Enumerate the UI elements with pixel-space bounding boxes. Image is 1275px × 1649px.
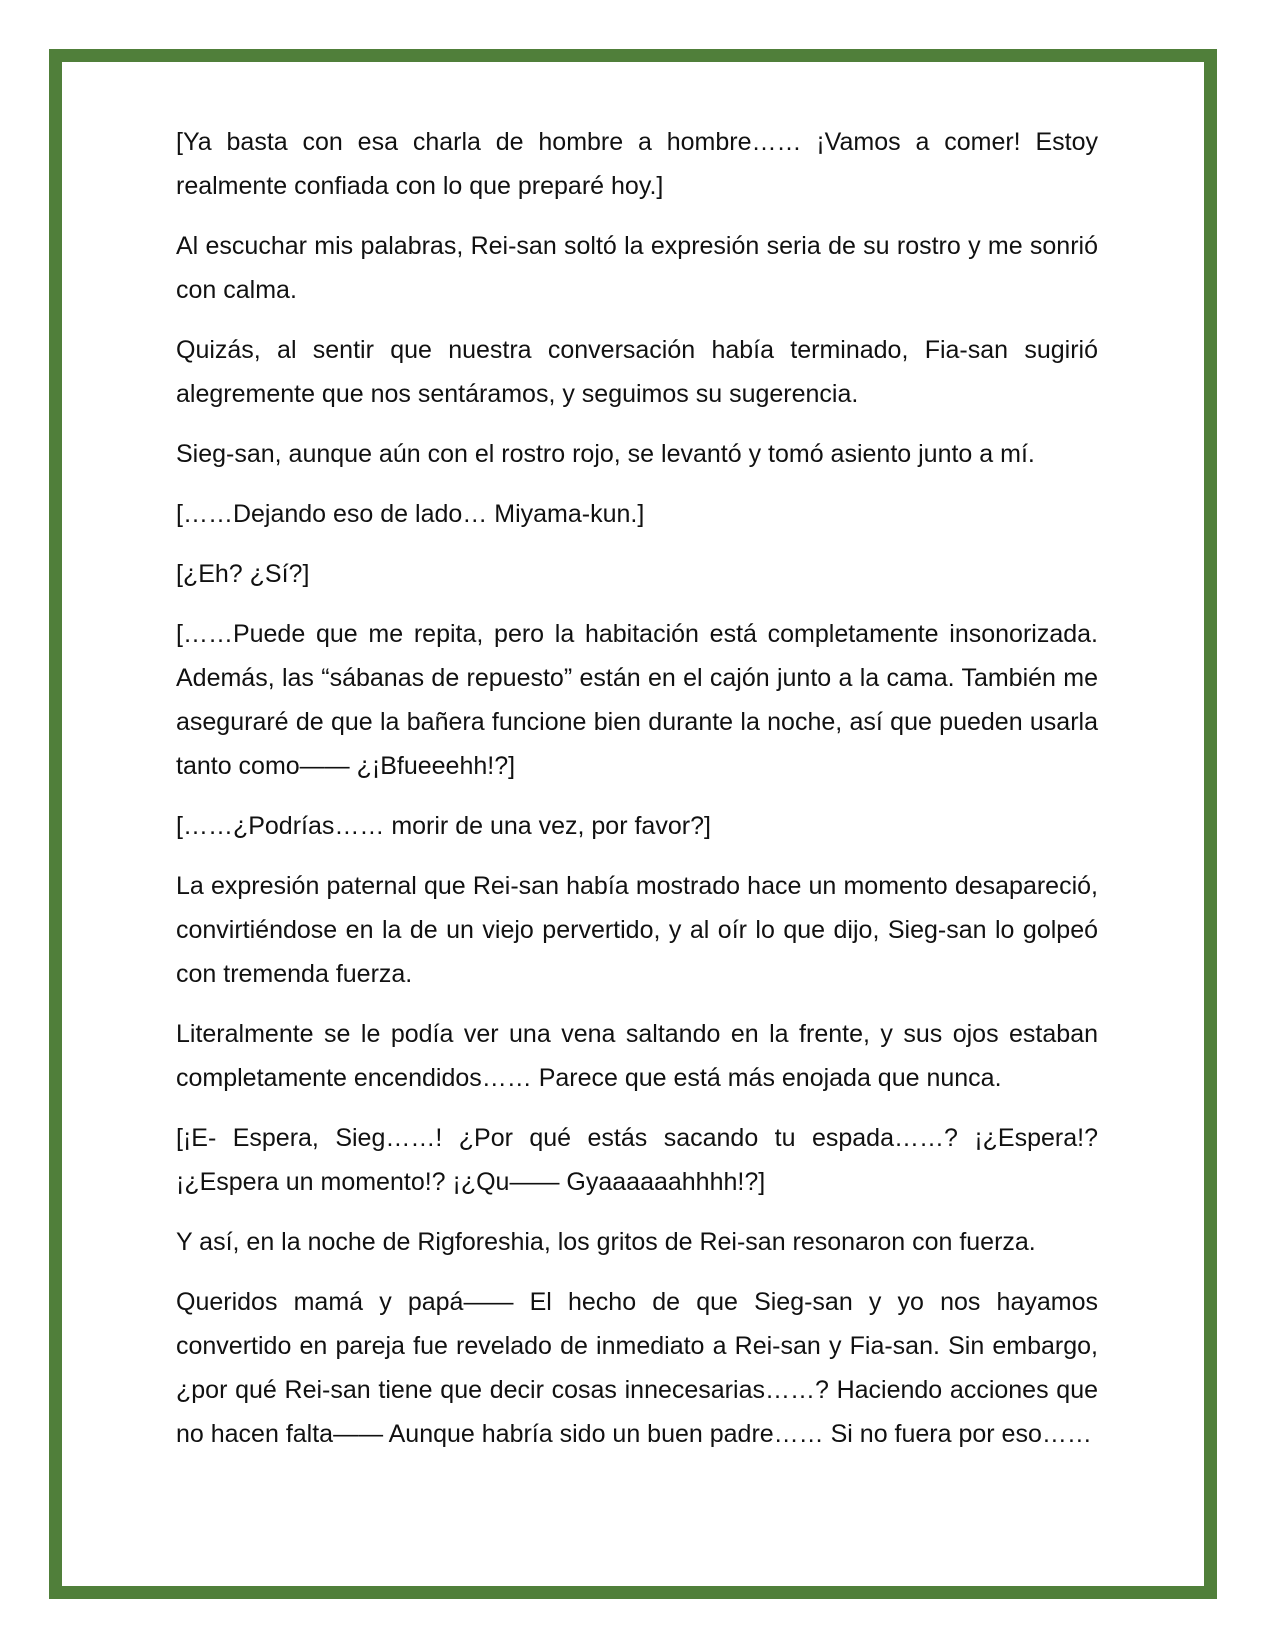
paragraph-1: [Ya basta con esa charla de hombre a hombre…… ¡Vamos a comer! Estoy realmente confiada con lo que preparé hoy.] [176, 128, 1098, 200]
paragraph-9: La expresión paternal que Rei-san había mostrado hace un momento desapareció, convirtiéndose en la de un viejo pervertido, y al oír lo que dijo, Sieg-san lo golpeó con tremenda fuerza. [176, 872, 1098, 988]
paragraph-6: [¿Eh? ¿Sí?] [176, 560, 310, 588]
paragraph-2: Al escuchar mis palabras, Rei-san soltó la expresión seria de su rostro y me sonrió con calma. [176, 232, 1098, 304]
paragraph-10: Literalmente se le podía ver una vena saltando en la frente, y sus ojos estaban completamente encendidos…… Parece que está más enojada que nunca. [176, 1020, 1098, 1092]
paragraph-8: [……¿Podrías…… morir de una vez, por favor?] [176, 812, 711, 840]
paragraph-3: Quizás, al sentir que nuestra conversación había terminado, Fia-san sugirió alegremente que nos sentáramos, y seguimos su sugerencia. [176, 336, 1098, 408]
document-body [176, 120, 1098, 1472]
paragraph-4: Sieg-san, aunque aún con el rostro rojo, se levantó y tomó asiento junto a mí. [176, 440, 1035, 468]
paragraph-11: [¡E- Espera, Sieg……! ¿Por qué estás sacando tu espada……? ¡¿Espera!? ¡¿Espera un momento!? ¡¿Qu―― Gyaaaaaahhhh!?] [176, 1124, 1098, 1196]
paragraph-7: [……Puede que me repita, pero la habitación está completamente insonorizada. Además, las “sábanas de repuesto” están en el cajón junto a la cama. También me aseguraré de que la bañera funcione bien durante la noche, así que pueden usarla tanto como―― ¿¡Bfueeehh!?] [176, 620, 1098, 780]
paragraph-12: Y así, en la noche de Rigforeshia, los gritos de Rei-san resonaron con fuerza. [176, 1228, 1036, 1256]
paragraph-5: [……Dejando eso de lado… Miyama-kun.] [176, 500, 645, 528]
paragraph-13: Queridos mamá y papá―― El hecho de que Sieg-san y yo nos hayamos convertido en pareja fue revelado de inmediato a Rei-san y Fia-san. Sin embargo, ¿por qué Rei-san tiene que decir cosas innecesarias……? Haciendo acciones que no hacen falta―― Aunque habría sido un buen padre…… Si no fuera por eso…… [176, 1288, 1098, 1448]
